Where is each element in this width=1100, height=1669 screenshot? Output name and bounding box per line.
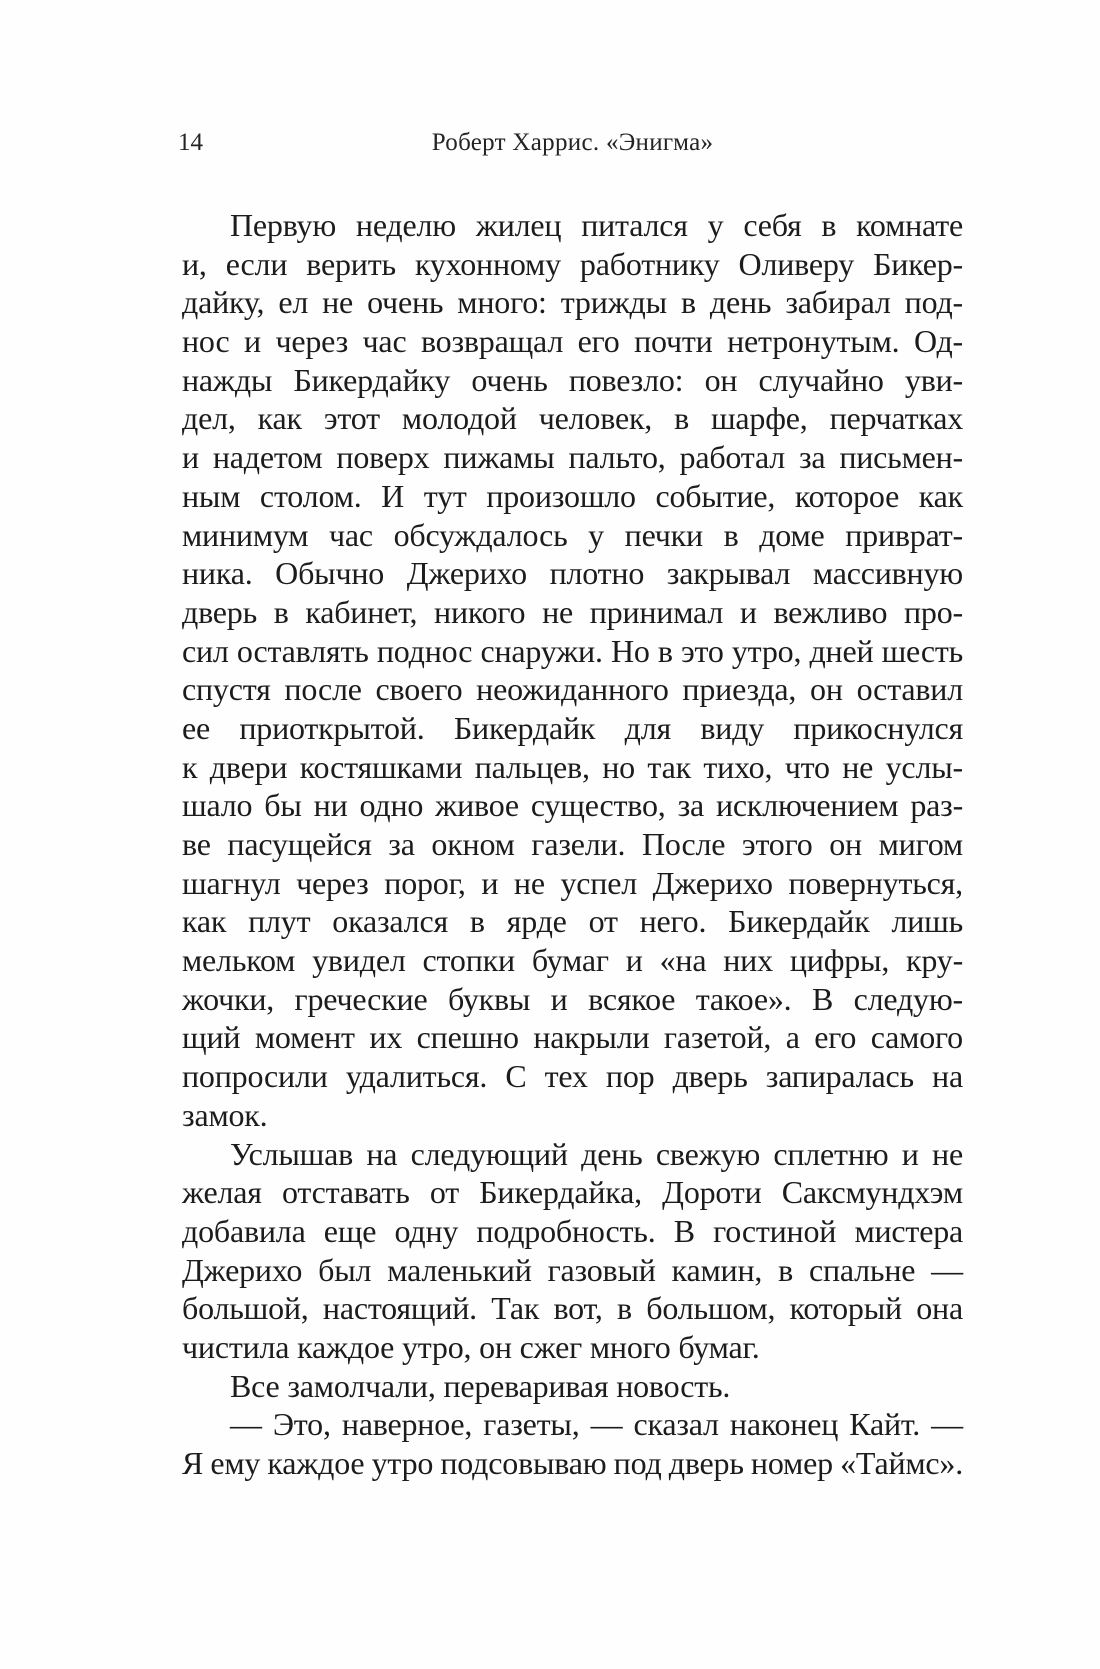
text-line-content: попросили удалиться. С тех пор дверь запиралась на [182,1058,963,1095]
paragraph [182,1367,963,1406]
text-line [182,554,963,593]
paragraph [182,206,963,1135]
text-line-content: Джерихо был маленький газовый камин, в спальне — [182,1251,963,1288]
text-line [182,941,963,980]
text-line [182,1444,963,1483]
text-line [182,283,963,322]
text-line [182,516,963,555]
text-line [182,1096,963,1135]
text-line-content: и надетом поверх пижамы пальто, работал за письмен- [182,439,964,476]
text-line [182,322,963,361]
text-line-content: сил оставлять поднос снаружи. Но в это утро, дней шесть [182,632,964,669]
text-line [182,864,963,903]
paragraph [182,1405,963,1482]
text-line-content: — Это, наверное, газеты, — сказал наконец Кайт. — [230,1406,963,1443]
text-line [182,1367,963,1406]
text-line-content: дайку, ел не очень много: трижды в день забирал под- [182,284,963,321]
text-line-content: шало бы ни одно живое существо, за исключением раз- [182,787,964,824]
text-line [182,593,963,632]
text-line-content: нажды Бикердайку очень повезло: он случайно уви- [182,361,963,398]
text-line [182,1289,963,1328]
text-line [182,245,963,284]
text-line-content: ве пасущейся за окном газели. После этого он мигом [182,826,963,862]
text-line [182,361,963,400]
text-line [182,670,963,709]
text-line [182,902,963,941]
text-line-content: замок. [182,1096,268,1133]
text-line-content: и, если верить кухонному работнику Оливеру Бикер- [182,245,964,282]
page-header [178,126,963,160]
text-line [182,825,963,864]
text-line [182,1212,963,1251]
text-line [182,786,963,825]
text-line-content: щий момент их спешно накрыли газетой, а его самого [182,1019,963,1056]
body-text [182,206,963,1483]
text-line-content: Услышав на следующий день свежую сплетню и не [230,1135,963,1172]
text-line-content: ника. Обычно Джерихо плотно закрывал массивную [182,555,963,592]
text-line-content: чистила каждое утро, он сжег много бумаг. [182,1328,760,1365]
text-line [182,1251,963,1290]
text-line [182,1018,963,1057]
running-title: Роберт Харрис. «Энигма» [431,129,714,156]
text-line [182,1135,963,1174]
text-line-content: жочки, греческие буквы и всякое такое». В следую- [182,980,963,1017]
text-line-content: шагнул через порог, и не успел Джерихо повернуться, [182,864,963,901]
paragraph [182,1135,963,1367]
text-line [182,438,963,477]
text-line-content: дел, как этот молодой человек, в шарфе, перчатках [182,400,964,437]
text-line [182,399,963,438]
text-line-content: минимум час обсуждалось у печки в доме приврат- [182,516,964,553]
text-line [182,1057,963,1096]
text-line-content: Все замолчали, переваривая новость. [230,1367,731,1404]
text-line [182,748,963,787]
text-line [182,1328,963,1367]
text-line [182,1405,963,1444]
text-line-content: Первую неделю жилец питался у себя в комнате [230,207,964,243]
text-line-content: спустя после своего неожиданного приезда, он оставил [182,671,963,708]
text-line-content: Я ему каждое утро подсовываю под дверь номер «Таймс». [182,1445,964,1481]
text-line-content: мельком увидел стопки бумаг и «на них цифры, кру- [182,942,964,979]
text-line-content: добавила еще одну подробность. В гостиной мистера [182,1212,964,1249]
text-line-content: дверь в кабинет, никого не принимал и вежливо про- [182,593,963,630]
text-line [182,980,963,1019]
page-number: 14 [178,129,203,156]
text-line [182,206,963,245]
text-line-content: нос и через час возвращал его почти нетронутым. Од- [182,323,963,360]
text-line [182,477,963,516]
text-line [182,709,963,748]
text-line-content: желая отставать от Бикердайка, Дороти Саксмундхэм [182,1174,963,1211]
text-line-content: ным столом. И тут произошло событие, которое как [182,477,963,514]
text-line [182,1173,963,1212]
text-line-content: как плут оказался в ярде от него. Бикердайк лишь [182,903,963,940]
text-line-content: к двери костяшками пальцев, но так тихо, что не услы- [182,748,963,785]
text-line-content: ее приоткрытой. Бикердайк для виду прикоснулся [182,709,964,746]
text-line-content: большой, настоящий. Так вот, в большом, который она [182,1290,963,1327]
text-line [182,632,963,671]
